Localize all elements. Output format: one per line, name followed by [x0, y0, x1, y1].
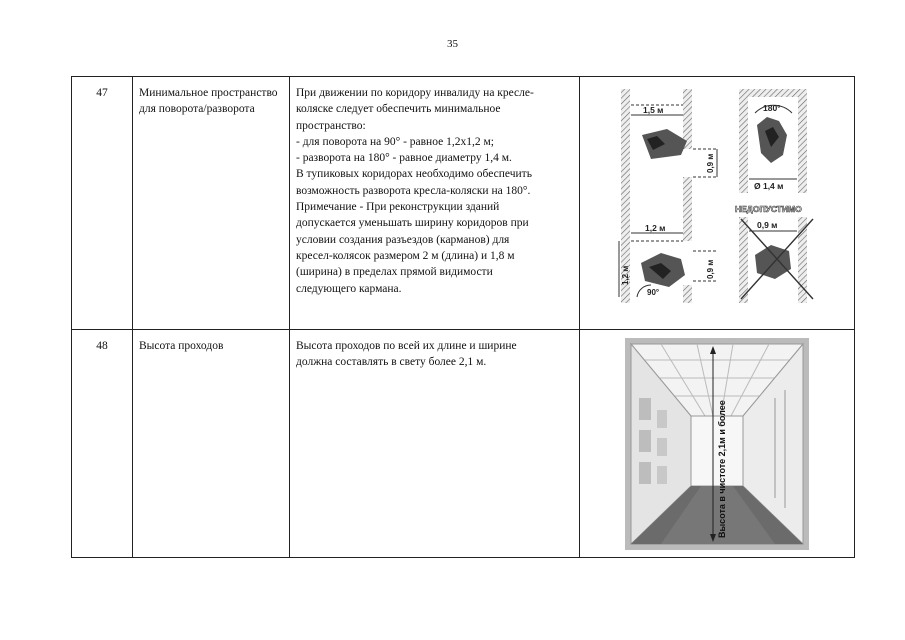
description-line: пространство:	[296, 119, 366, 132]
description-line: условии создания разъездов (карманов) для	[296, 233, 510, 246]
description-line: коляске следует обеспечить минимальное	[296, 103, 501, 116]
description-line: При движении по коридору инвалиду на кресле-	[296, 87, 534, 99]
requirements-table	[71, 76, 855, 558]
dimension-label: 0,9 м	[757, 220, 778, 230]
corridor-90-turn-wide	[621, 89, 717, 199]
row-description	[290, 77, 580, 330]
description-line: возможность разворота кресла-коляски на 180°.	[296, 184, 531, 197]
dimension-label: Ø 1,4 м	[754, 181, 784, 191]
description-line: кресел-колясок размером 2 м (длина) и 1,8 м	[296, 249, 515, 262]
table-row	[72, 77, 855, 330]
description-line: - для поворота на 90° - равное 1,2х1,2 м;	[296, 135, 494, 148]
dimension-label: 180°	[763, 103, 781, 113]
row-number: 47	[72, 77, 133, 330]
figure-cell	[580, 77, 855, 330]
description-line: Примечание - При реконструкции зданий	[296, 201, 500, 214]
corridor-90-turn-narrow	[619, 197, 717, 303]
row-description	[290, 330, 580, 558]
row-title: Минимальное пространство для поворота/разворота	[133, 77, 290, 330]
row-title: Высота проходов	[133, 330, 290, 558]
description-line: (ширина) в пределах прямой видимости	[296, 266, 493, 279]
description-line: должна составлять в свету более 2,1 м.	[296, 356, 487, 369]
dimension-label: 1,5 м	[643, 105, 664, 115]
figure-cell	[580, 330, 855, 558]
page-number: 35	[447, 38, 458, 50]
height-label: Высота в чистоте 2,1м и более	[717, 400, 727, 538]
description-line: В тупиковых коридорах необходимо обеспечить	[296, 168, 532, 181]
dimension-label: 0,9 м	[706, 153, 715, 173]
table-row	[72, 330, 855, 558]
row-number: 48	[72, 330, 133, 558]
description-line: следующего кармана.	[296, 282, 402, 295]
dimension-label: 0,9 м	[706, 259, 715, 279]
turning-space-diagram	[617, 85, 817, 307]
dimension-label: 90°	[647, 288, 660, 297]
dimension-label: 1,2 м	[621, 265, 630, 285]
passage-height-diagram	[625, 338, 809, 550]
description-line: - разворота на 180° - равное диаметру 1,4 м.	[296, 152, 512, 165]
dimension-label: 1,2 м	[645, 223, 666, 233]
not-allowed-label: НЕДОПУСТИМО	[735, 204, 802, 214]
description-line: Высота проходов по всей их длине и ширине	[296, 340, 517, 352]
description-line: допускается уменьшать ширину коридоров при	[296, 217, 529, 230]
